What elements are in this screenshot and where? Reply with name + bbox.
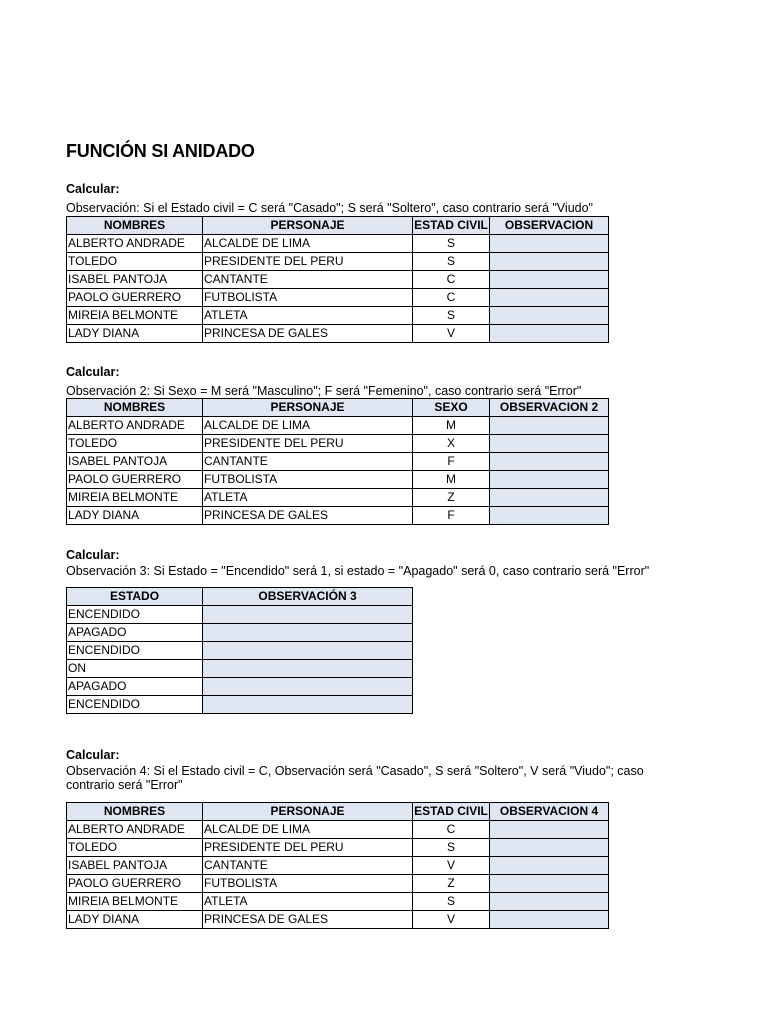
instruction-text: Observación 4: Si el Estado civil = C, Observación será "Casado", S será "Soltero", V será "Viudo"; caso contrario será "Error"	[66, 764, 644, 792]
table-row	[67, 678, 413, 696]
header-personaje[interactable]: PERSONAJE	[203, 399, 413, 417]
data-table-estado-civil-4	[66, 802, 609, 929]
cell-nombre[interactable]: ALBERTO ANDRADE	[67, 821, 203, 839]
cell-estado[interactable]: APAGADO	[67, 624, 203, 642]
cell-personaje[interactable]: PRINCESA DE GALES	[203, 507, 413, 525]
table-row	[67, 271, 609, 289]
header-sexo[interactable]: SEXO	[413, 399, 490, 417]
header-personaje[interactable]: PERSONAJE	[203, 803, 413, 821]
cell-estado-civil[interactable]: V	[413, 325, 490, 343]
cell-estado-civil[interactable]: V	[413, 857, 490, 875]
cell-estado-civil[interactable]: S	[413, 839, 490, 857]
cell-observacion[interactable]	[203, 678, 413, 696]
cell-observacion[interactable]	[203, 696, 413, 714]
cell-personaje[interactable]: CANTANTE	[203, 857, 413, 875]
cell-personaje[interactable]: ALCALDE DE LIMA	[203, 821, 413, 839]
cell-personaje[interactable]: PRINCESA DE GALES	[203, 325, 413, 343]
cell-personaje[interactable]: ALCALDE DE LIMA	[203, 235, 413, 253]
cell-nombre[interactable]: TOLEDO	[67, 839, 203, 857]
cell-sexo[interactable]: M	[413, 417, 490, 435]
cell-nombre[interactable]: TOLEDO	[67, 435, 203, 453]
cell-nombre[interactable]: PAOLO GUERRERO	[67, 289, 203, 307]
table-row	[67, 289, 609, 307]
table-header-row	[67, 217, 609, 235]
cell-observacion[interactable]	[490, 289, 609, 307]
header-observacion-4[interactable]: OBSERVACION 4	[490, 803, 609, 821]
cell-observacion[interactable]	[490, 307, 609, 325]
cell-sexo[interactable]: X	[413, 435, 490, 453]
calc-label: Calcular:	[66, 365, 120, 379]
cell-nombre[interactable]: MIREIA BELMONTE	[67, 307, 203, 325]
cell-observacion[interactable]	[490, 435, 609, 453]
header-nombres[interactable]: NOMBRES	[67, 399, 203, 417]
cell-nombre[interactable]: PAOLO GUERRERO	[67, 875, 203, 893]
table-header-row	[67, 803, 609, 821]
header-estado[interactable]: ESTADO	[67, 588, 203, 606]
cell-observacion[interactable]	[490, 271, 609, 289]
section-estado-civil	[66, 182, 656, 343]
table-row	[67, 417, 609, 435]
cell-observacion[interactable]	[203, 606, 413, 624]
cell-nombre[interactable]: ALBERTO ANDRADE	[67, 417, 203, 435]
cell-estado[interactable]: ENCENDIDO	[67, 696, 203, 714]
table-row	[67, 821, 609, 839]
section-estado	[66, 548, 656, 714]
table-row	[67, 471, 609, 489]
table-row	[67, 875, 609, 893]
table-row	[67, 642, 413, 660]
cell-sexo[interactable]: F	[413, 507, 490, 525]
cell-personaje[interactable]: CANTANTE	[203, 453, 413, 471]
table-row	[67, 839, 609, 857]
cell-nombre[interactable]: TOLEDO	[67, 253, 203, 271]
cell-estado-civil[interactable]: S	[413, 235, 490, 253]
cell-personaje[interactable]: ATLETA	[203, 489, 413, 507]
cell-nombre[interactable]: LADY DIANA	[67, 507, 203, 525]
cell-estado-civil[interactable]: V	[413, 911, 490, 929]
cell-estado-civil[interactable]: Z	[413, 875, 490, 893]
cell-nombre[interactable]: ISABEL PANTOJA	[67, 857, 203, 875]
header-nombres[interactable]: NOMBRES	[67, 217, 203, 235]
cell-observacion[interactable]	[490, 489, 609, 507]
cell-observacion[interactable]	[490, 325, 609, 343]
cell-sexo[interactable]: M	[413, 471, 490, 489]
cell-observacion[interactable]	[490, 453, 609, 471]
calc-label: Calcular:	[66, 548, 120, 562]
table-row	[67, 489, 609, 507]
cell-estado[interactable]: ON	[67, 660, 203, 678]
cell-observacion[interactable]	[490, 471, 609, 489]
cell-estado-civil[interactable]: C	[413, 271, 490, 289]
cell-observacion[interactable]	[490, 821, 609, 839]
data-table-sexo	[66, 398, 609, 525]
table-row	[67, 507, 609, 525]
instruction-text: Observación 3: Si Estado = "Encendido" será 1, si estado = "Apagado" será 0, caso contrario será "Error"	[66, 564, 650, 578]
header-estad-civil[interactable]: ESTAD CIVIL	[413, 803, 490, 821]
header-personaje[interactable]: PERSONAJE	[203, 217, 413, 235]
table-row	[67, 325, 609, 343]
data-table-estado-civil	[66, 216, 609, 343]
cell-nombre[interactable]: ALBERTO ANDRADE	[67, 235, 203, 253]
cell-sexo[interactable]: Z	[413, 489, 490, 507]
data-table-estado	[66, 587, 413, 714]
header-nombres[interactable]: NOMBRES	[67, 803, 203, 821]
cell-sexo[interactable]: F	[413, 453, 490, 471]
table-row	[67, 453, 609, 471]
cell-estado-civil[interactable]: C	[413, 289, 490, 307]
cell-nombre[interactable]: PAOLO GUERRERO	[67, 471, 203, 489]
page-title: FUNCIÓN SI ANIDADO	[66, 141, 255, 161]
table-row	[67, 911, 609, 929]
table-row	[67, 696, 413, 714]
cell-observacion[interactable]	[490, 857, 609, 875]
cell-observacion[interactable]	[203, 642, 413, 660]
section-estado-civil-4	[66, 748, 656, 929]
cell-observacion[interactable]	[490, 839, 609, 857]
cell-personaje[interactable]: FUTBOLISTA	[203, 471, 413, 489]
table-header-row	[67, 588, 413, 606]
cell-observacion[interactable]	[490, 875, 609, 893]
instruction-text: Observación 2: Si Sexo = M será "Masculino"; F será "Femenino", caso contrario será "Error"	[66, 384, 582, 398]
cell-observacion[interactable]	[490, 507, 609, 525]
header-observacion[interactable]: OBSERVACION	[490, 217, 609, 235]
cell-nombre[interactable]: MIREIA BELMONTE	[67, 893, 203, 911]
cell-observacion[interactable]	[490, 417, 609, 435]
header-observacion-3[interactable]: OBSERVACIÓN 3	[203, 588, 413, 606]
table-row	[67, 235, 609, 253]
cell-estado-civil[interactable]: S	[413, 253, 490, 271]
table-row	[67, 857, 609, 875]
cell-estado-civil[interactable]: S	[413, 893, 490, 911]
cell-personaje[interactable]: PRESIDENTE DEL PERU	[203, 839, 413, 857]
cell-nombre[interactable]: ISABEL PANTOJA	[67, 453, 203, 471]
cell-nombre[interactable]: ISABEL PANTOJA	[67, 271, 203, 289]
table-row	[67, 624, 413, 642]
header-observacion-2[interactable]: OBSERVACION 2	[490, 399, 609, 417]
cell-personaje[interactable]: PRESIDENTE DEL PERU	[203, 435, 413, 453]
cell-personaje[interactable]: PRESIDENTE DEL PERU	[203, 253, 413, 271]
cell-estado[interactable]: ENCENDIDO	[67, 642, 203, 660]
table-header-row	[67, 399, 609, 417]
cell-observacion[interactable]	[490, 235, 609, 253]
cell-personaje[interactable]: PRINCESA DE GALES	[203, 911, 413, 929]
section-sexo	[66, 365, 656, 525]
cell-estado[interactable]: ENCENDIDO	[67, 606, 203, 624]
cell-personaje[interactable]: FUTBOLISTA	[203, 875, 413, 893]
cell-personaje[interactable]: ALCALDE DE LIMA	[203, 417, 413, 435]
cell-estado[interactable]: APAGADO	[67, 678, 203, 696]
cell-estado-civil[interactable]: C	[413, 821, 490, 839]
cell-personaje[interactable]: FUTBOLISTA	[203, 289, 413, 307]
calc-label: Calcular:	[66, 748, 120, 762]
cell-observacion[interactable]	[490, 893, 609, 911]
cell-nombre[interactable]: LADY DIANA	[67, 325, 203, 343]
cell-personaje[interactable]: ATLETA	[203, 893, 413, 911]
cell-nombre[interactable]: LADY DIANA	[67, 911, 203, 929]
table-row	[67, 307, 609, 325]
header-estad-civil[interactable]: ESTAD CIVIL	[413, 217, 490, 235]
cell-observacion[interactable]	[490, 253, 609, 271]
table-row	[67, 435, 609, 453]
cell-observacion[interactable]	[490, 911, 609, 929]
cell-personaje[interactable]: CANTANTE	[203, 271, 413, 289]
calc-label: Calcular:	[66, 182, 120, 196]
cell-estado-civil[interactable]: S	[413, 307, 490, 325]
cell-observacion[interactable]	[203, 660, 413, 678]
cell-observacion[interactable]	[203, 624, 413, 642]
table-row	[67, 253, 609, 271]
cell-nombre[interactable]: MIREIA BELMONTE	[67, 489, 203, 507]
cell-personaje[interactable]: ATLETA	[203, 307, 413, 325]
table-row	[67, 606, 413, 624]
instruction-text: Observación: Si el Estado civil = C será "Casado"; S será "Soltero", caso contrario será "Viudo"	[66, 201, 593, 215]
table-row	[67, 893, 609, 911]
table-row	[67, 660, 413, 678]
